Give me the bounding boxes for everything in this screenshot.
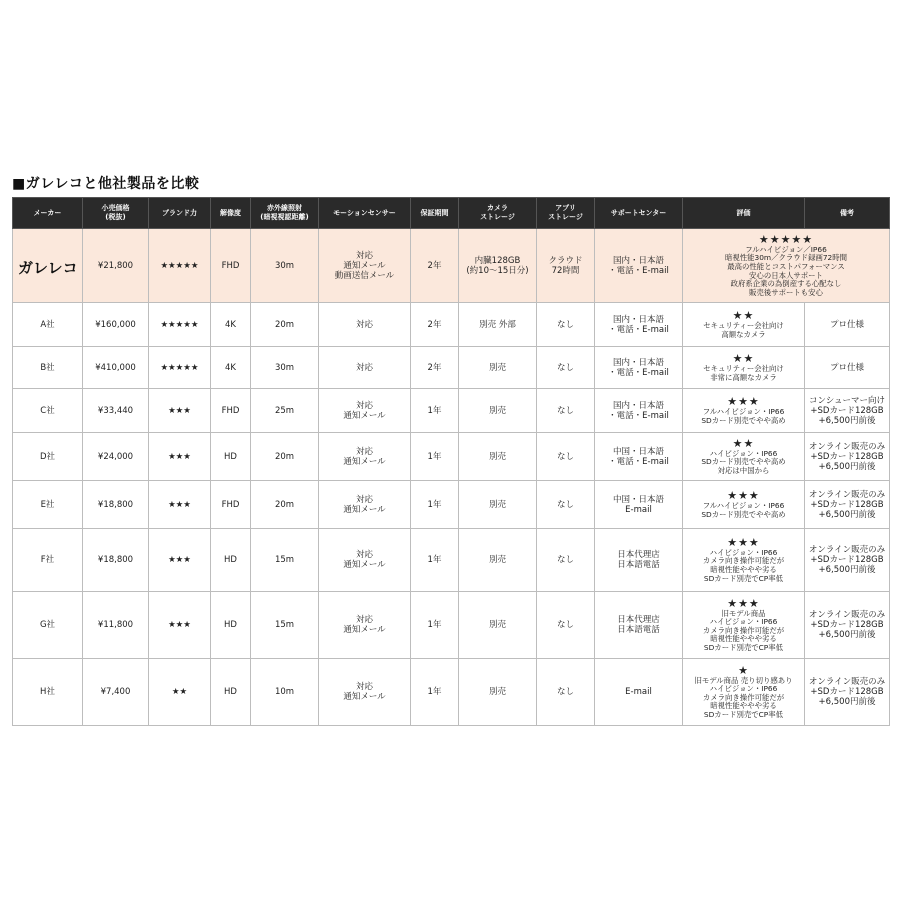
resolution-cell: HD: [211, 433, 251, 481]
app-storage-cell: なし: [537, 592, 595, 659]
camera-storage-cell: 別売 外部: [459, 303, 537, 347]
maker-cell: D社: [13, 433, 83, 481]
motion-cell: 対応 通知メール: [319, 592, 411, 659]
camera-storage-cell: 別売: [459, 529, 537, 592]
rating-stars: ★★★★★: [758, 232, 814, 246]
price-cell: ¥410,000: [83, 347, 149, 389]
brand-cell: ★★★★★: [149, 347, 211, 389]
ir-cell: 20m: [251, 433, 319, 481]
col-header-support: サポートセンター: [595, 198, 683, 229]
ir-cell: 30m: [251, 347, 319, 389]
rating-stars: ★★★: [727, 535, 760, 549]
notes-cell: オンライン販売のみ +SDカード128GB +6,500円前後: [805, 481, 890, 529]
col-header-camera-storage: カメラ ストレージ: [459, 198, 537, 229]
ir-cell: 10m: [251, 659, 319, 726]
rating-text: フルハイビジョン／IP66 暗視性能30m／クラウド録画72時間 最高の性能とコストパフォーマンス 安心の日本人サポート 政府系企業の為倒産する心配なし 販売後サポートも安心: [724, 244, 848, 297]
notes-cell: オンライン販売のみ +SDカード128GB +6,500円前後: [805, 433, 890, 481]
brand-cell: ★★★: [149, 481, 211, 529]
resolution-cell: 4K: [211, 347, 251, 389]
resolution-cell: HD: [211, 592, 251, 659]
rating-cell: [683, 303, 805, 347]
warranty-cell: 1年: [411, 389, 459, 433]
price-cell: ¥24,000: [83, 433, 149, 481]
own-product-row: [13, 229, 890, 303]
rating-stars: ★★★: [727, 488, 760, 502]
col-header-rating: 評価: [683, 198, 805, 229]
app-storage-cell: クラウド 72時間: [537, 229, 595, 303]
resolution-cell: FHD: [211, 389, 251, 433]
col-header-notes: 備考: [805, 198, 890, 229]
rating-cell: [683, 529, 805, 592]
maker-cell: A社: [13, 303, 83, 347]
warranty-cell: 1年: [411, 481, 459, 529]
maker-cell: B社: [13, 347, 83, 389]
maker-cell: G社: [13, 592, 83, 659]
ir-cell: 15m: [251, 529, 319, 592]
rating-cell: [683, 389, 805, 433]
support-cell: 国内・日本語 ・電話・E-mail: [595, 347, 683, 389]
col-header-price: 小売価格 (税抜): [83, 198, 149, 229]
warranty-cell: 1年: [411, 433, 459, 481]
camera-storage-cell: 別売: [459, 592, 537, 659]
rating-stars: ★: [738, 663, 749, 677]
support-cell: 中国・日本語 E-mail: [595, 481, 683, 529]
support-cell: 日本代理店 日本語電話: [595, 592, 683, 659]
table-row: [13, 433, 890, 481]
rating-stars: ★★★: [727, 394, 760, 408]
maker-cell: E社: [13, 481, 83, 529]
motion-cell: 対応 通知メール: [319, 433, 411, 481]
price-cell: ¥18,800: [83, 481, 149, 529]
camera-storage-cell: 別売: [459, 389, 537, 433]
table-row: [13, 659, 890, 726]
warranty-cell: 1年: [411, 659, 459, 726]
rating-text: ハイビジョン・IP66 カメラ向き操作可能だが 暗視性能ややや劣る SDカード別売でCP率低: [702, 547, 785, 583]
ir-cell: 15m: [251, 592, 319, 659]
rating-text: セキュリティー会社向け 非常に高額なカメラ: [703, 363, 784, 382]
table-row: [13, 529, 890, 592]
motion-cell: 対応 通知メール: [319, 659, 411, 726]
rating-text: 旧モデル商品 売り切り感あり ハイビジョン・IP66 カメラ向き操作可能だが 暗視性能ややや劣る SDカード別売でCP率低: [694, 675, 793, 719]
rating-text: フルハイビジョン・IP66 SDカード別売でやや高め: [701, 500, 786, 519]
camera-storage-cell: 別売: [459, 659, 537, 726]
ir-cell: 20m: [251, 303, 319, 347]
app-storage-cell: なし: [537, 389, 595, 433]
notes-cell: オンライン販売のみ +SDカード128GB +6,500円前後: [805, 529, 890, 592]
col-header-infrared: 赤外線照射 (暗視視認距離): [251, 198, 319, 229]
warranty-cell: 2年: [411, 229, 459, 303]
rating-stars: ★★: [732, 436, 755, 450]
camera-storage-cell: 内臓128GB (約10〜15日分): [459, 229, 537, 303]
ir-cell: 30m: [251, 229, 319, 303]
app-storage-cell: なし: [537, 347, 595, 389]
motion-cell: 対応 通知メール 動画送信メール: [319, 229, 411, 303]
brand-cell: ★★: [149, 659, 211, 726]
motion-cell: 対応 通知メール: [319, 389, 411, 433]
notes-cell: コンシューマー向け +SDカード128GB +6,500円前後: [805, 389, 890, 433]
motion-cell: 対応 通知メール: [319, 529, 411, 592]
resolution-cell: 4K: [211, 303, 251, 347]
comparison-table: [12, 197, 890, 726]
resolution-cell: FHD: [211, 229, 251, 303]
maker-cell: H社: [13, 659, 83, 726]
app-storage-cell: なし: [537, 303, 595, 347]
price-cell: ¥18,800: [83, 529, 149, 592]
logo-text: ガレレコ: [17, 258, 78, 277]
warranty-cell: 1年: [411, 592, 459, 659]
rating-text: 旧モデル商品 ハイビジョン・IP66 カメラ向き操作可能だが 暗視性能ややや劣る SDカード別売でCP率低: [702, 608, 785, 652]
maker-cell: F社: [13, 529, 83, 592]
price-cell: ¥33,440: [83, 389, 149, 433]
camera-storage-cell: 別売: [459, 433, 537, 481]
price-cell: ¥160,000: [83, 303, 149, 347]
resolution-cell: HD: [211, 529, 251, 592]
price-cell: ¥21,800: [83, 229, 149, 303]
camera-storage-cell: 別売: [459, 481, 537, 529]
app-storage-cell: なし: [537, 529, 595, 592]
rating-cell: [683, 481, 805, 529]
rating-text: フルハイビジョン・IP66 SDカード別売でやや高め: [701, 406, 786, 425]
col-header-maker: メーカー: [13, 198, 83, 229]
table-row: [13, 389, 890, 433]
motion-cell: 対応: [319, 347, 411, 389]
rating-cell: [683, 659, 805, 726]
brand-cell: ★★★: [149, 389, 211, 433]
app-storage-cell: なし: [537, 481, 595, 529]
notes-cell: プロ仕様: [805, 303, 890, 347]
rating-cell: [683, 229, 890, 303]
rating-stars: ★★: [732, 351, 755, 365]
col-header-app-storage: アプリ ストレージ: [537, 198, 595, 229]
col-header-motion-sensor: モーションセンサー: [319, 198, 411, 229]
table-row: [13, 592, 890, 659]
notes-cell: プロ仕様: [805, 347, 890, 389]
price-cell: ¥7,400: [83, 659, 149, 726]
support-cell: 日本代理店 日本語電話: [595, 529, 683, 592]
app-storage-cell: なし: [537, 659, 595, 726]
support-cell: 国内・日本語 ・電話・E-mail: [595, 389, 683, 433]
rating-stars: ★★: [732, 308, 755, 322]
table-row: [13, 481, 890, 529]
rating-cell: [683, 592, 805, 659]
warranty-cell: 2年: [411, 347, 459, 389]
motion-cell: 対応 通知メール: [319, 481, 411, 529]
support-cell: 国内・日本語 ・電話・E-mail: [595, 303, 683, 347]
brand-cell: ★★★: [149, 592, 211, 659]
rating-cell: [683, 433, 805, 481]
page-title: ■ガレレコと他社製品を比較: [12, 176, 200, 192]
rating-cell: [683, 347, 805, 389]
resolution-cell: HD: [211, 659, 251, 726]
ir-cell: 20m: [251, 481, 319, 529]
app-storage-cell: なし: [537, 433, 595, 481]
col-header-warranty: 保証期間: [411, 198, 459, 229]
brand-cell: ★★★: [149, 433, 211, 481]
motion-cell: 対応: [319, 303, 411, 347]
notes-cell: オンライン販売のみ +SDカード128GB +6,500円前後: [805, 592, 890, 659]
maker-cell: C社: [13, 389, 83, 433]
price-cell: ¥11,800: [83, 592, 149, 659]
support-cell: 国内・日本語 ・電話・E-mail: [595, 229, 683, 303]
col-header-brand: ブランド力: [149, 198, 211, 229]
support-cell: 中国・日本語 ・電話・E-mail: [595, 433, 683, 481]
support-cell: E-mail: [595, 659, 683, 726]
brand-cell: ★★★★★: [149, 229, 211, 303]
rating-text: セキュリティー会社向け 高額なカメラ: [703, 320, 784, 339]
brand-cell: ★★★★★: [149, 303, 211, 347]
header-row: [13, 198, 890, 229]
brand-logo-cell: [13, 229, 83, 303]
camera-storage-cell: 別売: [459, 347, 537, 389]
resolution-cell: FHD: [211, 481, 251, 529]
table-row: [13, 347, 890, 389]
warranty-cell: 2年: [411, 303, 459, 347]
brand-cell: ★★★: [149, 529, 211, 592]
notes-cell: オンライン販売のみ +SDカード128GB +6,500円前後: [805, 659, 890, 726]
table-row: [13, 303, 890, 347]
garereco-logo: [17, 254, 79, 278]
ir-cell: 25m: [251, 389, 319, 433]
warranty-cell: 1年: [411, 529, 459, 592]
rating-stars: ★★★: [727, 596, 760, 610]
col-header-resolution: 解像度: [211, 198, 251, 229]
rating-text: ハイビジョン・IP66 SDカード別売でやや高め 対応は中国から: [701, 448, 786, 475]
